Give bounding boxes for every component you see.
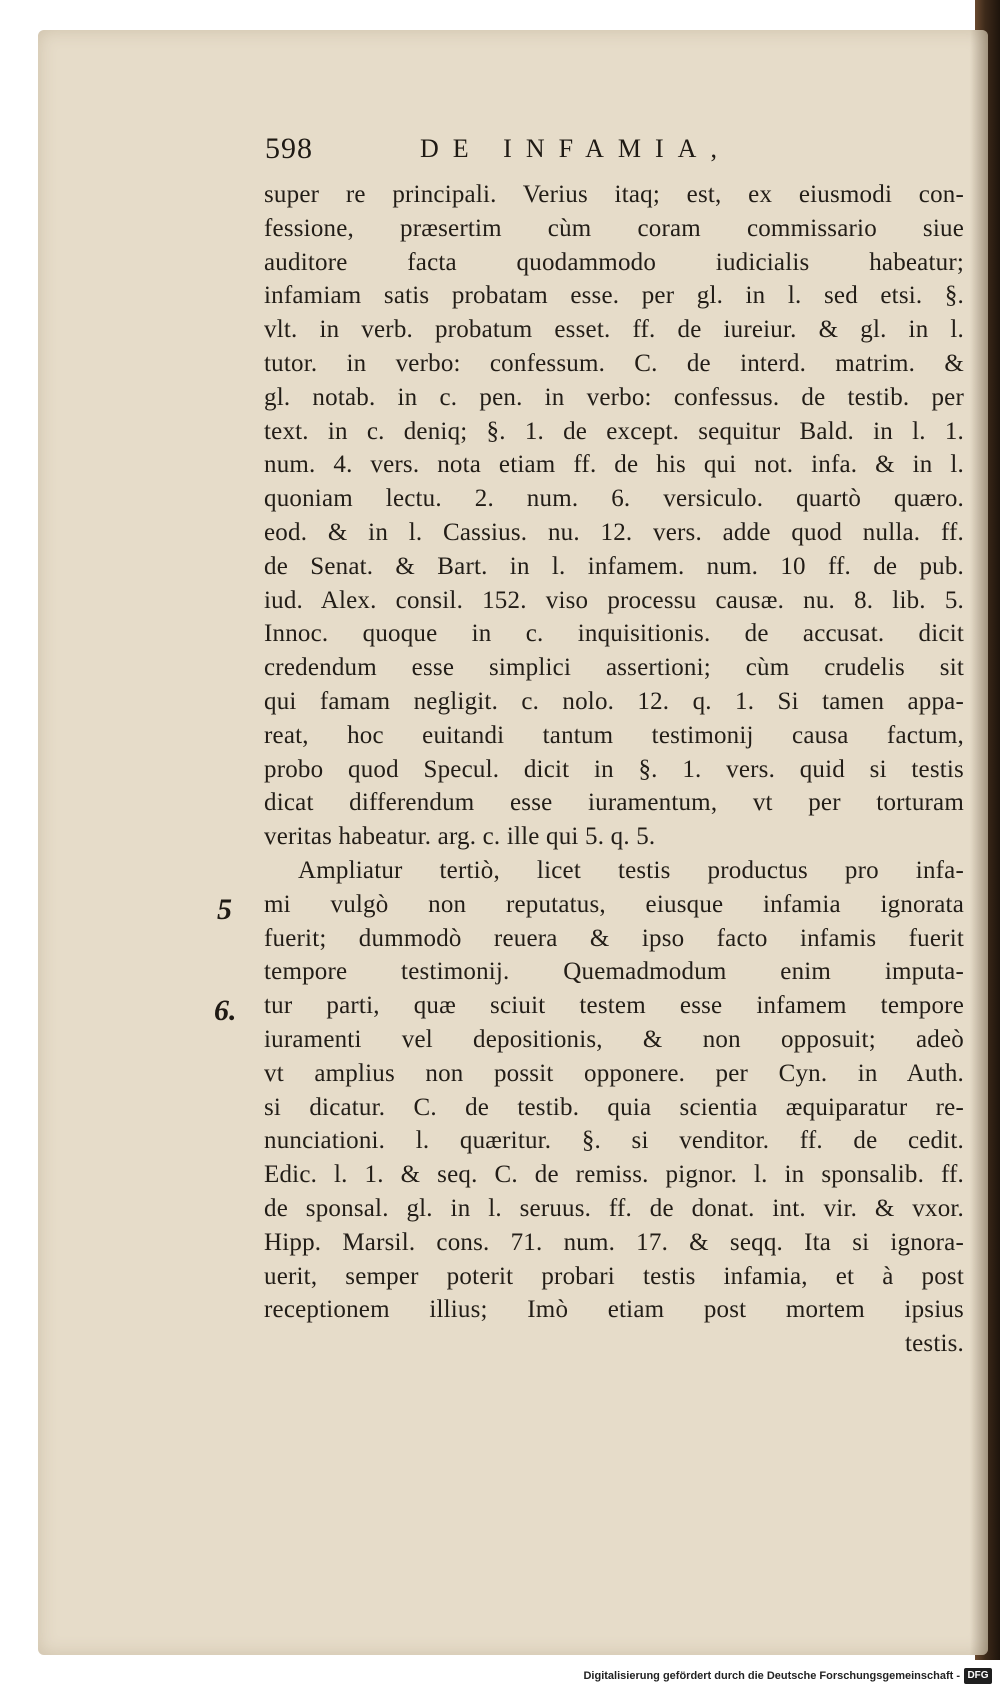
text-line: de Senat. & Bart. in l. infamem. num. 10 ff. de pub. xyxy=(264,552,964,580)
text-line: iuramenti vel depositionis, & non opposuit; adeò xyxy=(264,1025,964,1053)
running-head xyxy=(265,132,825,172)
text-line: quoniam lectu. 2. num. 6. versiculo. quartò quæro. xyxy=(264,485,964,513)
text-line: reat, hoc euitandi tantum testimonij causa factum, xyxy=(264,721,964,749)
text-line: gl. notab. in c. pen. in verbo: confessus. de testib. per xyxy=(264,383,964,411)
text-line: nunciationi. l. quæritur. §. si venditor. ff. de cedit. xyxy=(264,1127,964,1155)
text-line: tur parti, quæ sciuit testem esse infamem tempore xyxy=(264,992,964,1020)
text-line: vlt. in verb. probatum esset. ff. de iureiur. & gl. in l. xyxy=(264,316,964,344)
text-line: auditore facta quodammodo iudicialis habeatur; xyxy=(264,248,964,276)
text-line: Edic. l. 1. & seq. C. de remiss. pignor. l. in sponsalib. ff. xyxy=(264,1161,964,1189)
text-line: text. in c. deniq; §. 1. de except. sequitur Bald. in l. 1. xyxy=(264,417,964,445)
text-line: fuerit; dummodò reuera & ipso facto infamis fuerit xyxy=(264,924,964,952)
margin-note-5: 5 xyxy=(217,893,232,926)
page-number: 598 xyxy=(265,132,313,165)
text-line: mi vulgò non reputatus, eiusque infamia ignorata xyxy=(264,890,964,918)
margin-note-6: 6. xyxy=(214,994,237,1027)
running-title: DE INFAMIA, xyxy=(420,134,731,163)
text-line: uerit, semper poterit probari testis infamia, et à post xyxy=(264,1262,964,1290)
text-line: fessione, præsertim cùm coram commissario siue xyxy=(264,214,964,242)
text-line: credendum esse simplici assertioni; cùm crudelis sit xyxy=(264,654,964,682)
text-line: si dicatur. C. de testib. quia scientia æquiparatur re- xyxy=(264,1093,964,1121)
text-line: veritas habeatur. arg. c. ille qui 5. q. 5. xyxy=(264,823,656,851)
text-line: vt amplius non possit opponere. per Cyn. in Auth. xyxy=(264,1059,964,1087)
text-line: iud. Alex. consil. 152. viso processu causæ. nu. 8. lib. 5. xyxy=(264,586,964,614)
dfg-logo: DFG xyxy=(964,1668,992,1684)
text-line: qui famam negligit. c. nolo. 12. q. 1. Si tamen appa- xyxy=(264,687,964,715)
text-line: num. 4. vers. nota etiam ff. de his qui not. infa. & in l. xyxy=(264,451,964,479)
text-line: Innoc. quoque in c. inquisitionis. de accusat. dicit xyxy=(264,620,964,648)
footer-strip xyxy=(0,1660,1000,1695)
text-line: Ampliatur tertiò, licet testis productus pro infa- xyxy=(298,856,964,884)
digitization-credit: Digitalisierung gefördert durch die Deutsche Forschungsgemeinschaft - xyxy=(583,1670,960,1682)
text-line: probo quod Specul. dicit in §. 1. vers. quid si testis xyxy=(264,755,964,783)
text-line: infamiam satis probatam esse. per gl. in l. sed etsi. §. xyxy=(264,282,964,310)
text-line: Hipp. Marsil. cons. 71. num. 17. & seqq. Ita si ignora- xyxy=(264,1228,964,1256)
text-line: super re principali. Verius itaq; est, ex eiusmodi con- xyxy=(264,181,964,208)
text-line: tempore testimonij. Quemadmodum enim imputa- xyxy=(264,958,964,986)
text-line: dicat differendum esse iuramentum, vt per torturam xyxy=(264,789,964,817)
text-line: receptionem illius; Imò etiam post mortem ipsius xyxy=(264,1296,964,1324)
catchword: testis. xyxy=(904,1330,964,1358)
text-line: eod. & in l. Cassius. nu. 12. vers. adde quod nulla. ff. xyxy=(264,518,964,546)
text-line: tutor. in verbo: confessum. C. de interd. matrim. & xyxy=(264,349,964,377)
body-text xyxy=(264,178,964,1361)
text-line: de sponsal. gl. in l. seruus. ff. de donat. int. vir. & vxor. xyxy=(264,1194,964,1222)
